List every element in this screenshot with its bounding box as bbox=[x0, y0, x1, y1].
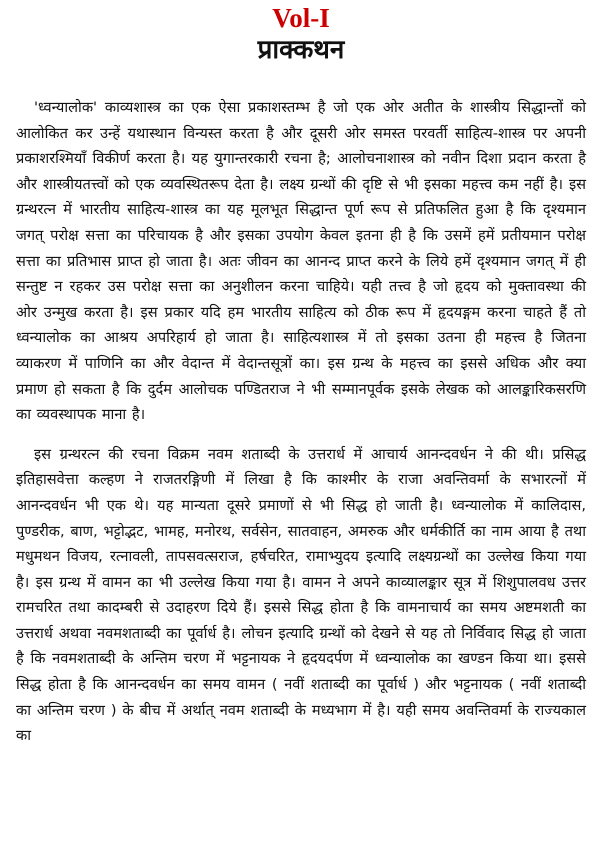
paragraph-2: इस ग्रन्थरत्न की रचना विक्रम नवम शताब्दी के उत्तरार्ध में आचार्य आनन्दवर्धन ने की थी। प्रसिद्ध इतिहासवेत्ता कल्हण ने राजतरङ्गिणी में लिखा है कि काश्मीर के राजा अवन्तिवर्मा के सभारत्नों में आनन्दवर्धन भी एक थे। यह मान्यता दूसरे प्रमाणों से भी सिद्ध हो जाती है। ध्वन्यालोक में कालिदास, पुण्डरीक, बाण, भट्टोद्भट, भामह, मनोरथ, सर्वसेन, सातवाहन, अमरुक और धर्मकीर्ति का नाम आया है तथा मधुमथन विजय, रत्नावली, तापसवत्सराज, हर्षचरित, रामाभ्युदय इत्यादि लक्ष्यग्रन्थों का उल्लेख किया गया है। इस ग्रन्थ में वामन का भी उल्लेख किया गया है। वामन ने अपने काव्यालङ्कार सूत्र में शिशुपालवध उत्तर रामचरित तथा कादम्बरी से उदाहरण दिये हैं। इससे सिद्ध होता है कि वामनाचार्य का समय अष्टमशती का उत्तरार्ध अथवा नवमशताब्दी का पूर्वार्ध है। लोचन इत्यादि ग्रन्थों को देखने से यह तो निर्विवाद सिद्ध हो जाता है कि नवमशताब्दी के अन्तिम चरण में भट्टनायक ने हृदयदर्पण में ध्वन्यालोक का खण्डन किया था। इससे सिद्ध होता है कि आनन्दवर्धन का समय वामन ( नवीं शताब्दी का पूर्वार्ध ) और भट्टनायक ( नवीं शताब्दी का अन्तिम चरण ) के बीच में अर्थात् नवम शताब्दी के मध्यभाग में है। यही समय अवन्तिवर्मा के राज्यकाल का bbox=[16, 445, 586, 745]
paragraph-1: 'ध्वन्यालोक' काव्यशास्त्र का एक ऐसा प्रकाशस्तम्भ है जो एक ओर अतीत के शास्त्रीय सिद्धान्तों को आलोकित कर उन्हें यथास्थान विन्यस्त करता है और दूसरी ओर समस्त परवर्ती साहित्य-शास्त्र पर अपनी प्रकाशरश्मियाँ विकीर्ण करता है। यह युगान्तरकारी रचना है; आलोचनाशास्त्र को नवीन दिशा प्रदान करता है और शास्त्रीयतत्त्वों को एक व्यवस्थितरूप देता है। लक्ष्य ग्रन्थों की दृष्टि से भी इसका महत्त्व कम नहीं है। इस ग्रन्थरत्न में भारतीय साहित्य-शास्त्र का यह मूलभूत सिद्धान्त पूर्ण रूप से प्रतिफलित हुआ है कि दृश्यमान जगत् परोक्ष सत्ता का परिचायक है और इसका उपयोग केवल इतना ही है कि उसमें हमें प्रतीयमान परोक्ष सत्ता का प्रतिभास प्राप्त हो जाता है। अतः जीवन का आनन्द प्राप्त करने के लिये हमें दृश्यमान जगत् में ही सन्तुष्ट न रहकर उस परोक्ष सत्ता का अनुशीलन करना चाहिये। यही तत्त्व है जो हृदय को मुक्तावस्था की ओर उन्मुख करता है। इस प्रकार यदि हम भारतीय साहित्य को ठीक रूप में हृदयङ्गम करना चाहते हैं तो ध्वन्यालोक का आश्रय अपरिहार्य हो जाता है। साहित्यशास्त्र में तो इसका उतना ही महत्त्व है जितना व्याकरण में पाणिनि का और वेदान्त में वेदान्तसूत्रों का। इस ग्रन्थ के महत्त्व का इससे अधिक और क्या प्रमाण हो सकता है कि दुर्दम आलोचक पण्डितराज ने भी सम्मानपूर्वक इसके लेखक को आलङ्कारिकसरणि का व्यवस्थापक माना है। bbox=[16, 99, 586, 424]
volume-label: Vol-I bbox=[272, 3, 330, 33]
chapter-title: प्राक्कथन bbox=[257, 35, 345, 65]
